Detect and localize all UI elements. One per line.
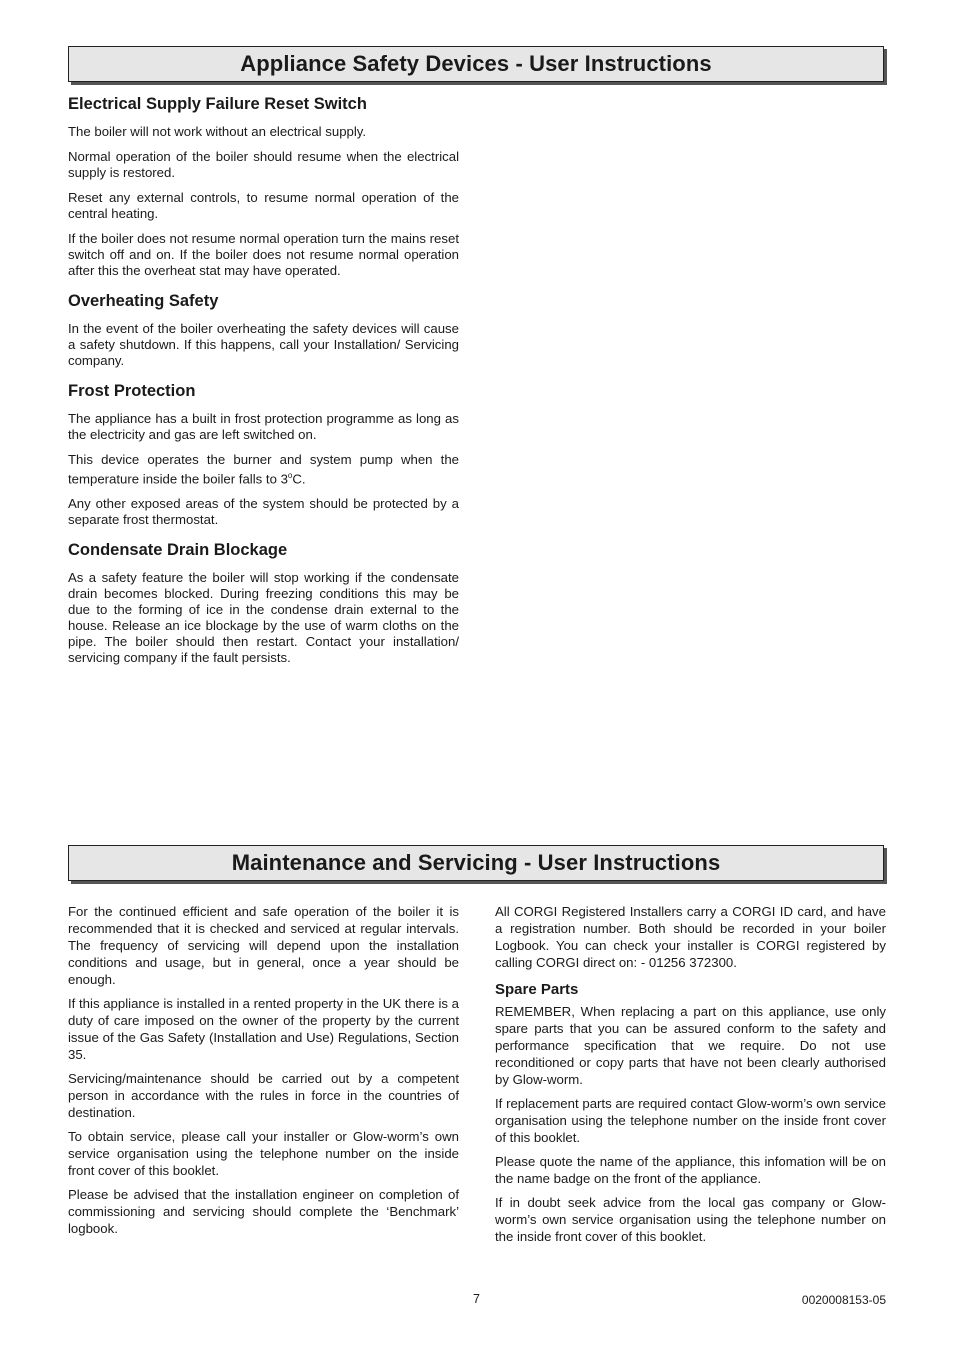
spare-parts-paragraph-1: REMEMBER, When replacing a part on this appliance, use only spare parts that you can be assured conform to the safety and performance specification that we require. Do not use reconditioned or copy parts that have not been clearly authorised by Glow-worm.: [495, 1004, 886, 1087]
spare-parts-paragraph-2: If replacement parts are required contact Glow-worm’s own service organisation using the telephone number on the inside front cover of this booklet.: [495, 1096, 886, 1145]
condensate-heading: Condensate Drain Blockage: [68, 541, 288, 560]
document-code: 0020008153-05: [801, 1293, 886, 1307]
spare-parts-heading: Spare Parts: [495, 981, 579, 998]
frost-paragraph-2-text: This device operates the burner and system pump when the temperature inside the boiler falls to 3: [68, 452, 459, 487]
overheating-heading: Overheating Safety: [68, 292, 219, 310]
frost-paragraph-1: The appliance has a built in frost protection programme as long as the electricity and gas are left switched on.: [68, 411, 459, 442]
frost-heading: Frost Protection: [68, 382, 196, 400]
electrical-heading: Electrical Supply Failure Reset Switch: [68, 95, 367, 113]
maintenance-left-column: [68, 903, 459, 1244]
maintenance-section-banner: [68, 845, 884, 881]
spare-parts-paragraph-4: If in doubt seek advice from the local gas company or Glow-worm’s own service organisation using the telephone number on the inside front cover of this booklet.: [495, 1195, 886, 1244]
maintenance-left-paragraph-3: Servicing/maintenance should be carried out by a competent person in accordance with the rules in force in the countries of destination.: [68, 1071, 459, 1120]
frost-paragraph-2: [68, 452, 459, 487]
degree-superscript: o: [287, 471, 293, 480]
maintenance-right-column: [495, 903, 886, 1252]
maintenance-left-paragraph-1: For the continued efficient and safe operation of the boiler it is recommended that it is checked and serviced at regular intervals. The frequency of servicing will depend upon the installation conditions and usage, but in general, once a year should be enough.: [68, 904, 459, 987]
frost-paragraph-2-unit: C.: [292, 471, 306, 487]
safety-column: [68, 94, 459, 675]
maintenance-left-paragraph-2: If this appliance is installed in a rented property in the UK there is a duty of care imposed on the owner of the property by the current issue of the Gas Safety (Installation and Use) Regulations, Section 35.: [68, 996, 459, 1062]
spare-parts-paragraph-3: Please quote the name of the appliance, this infomation will be on the name badge on the front of the appliance.: [495, 1154, 886, 1186]
frost-paragraph-3: Any other exposed areas of the system should be protected by a separate frost thermostat.: [68, 496, 459, 528]
maintenance-left-paragraph-5: Please be advised that the installation engineer on completion of commissioning and servicing should complete the ‘Benchmark’ logbook.: [68, 1187, 459, 1236]
overheating-paragraph-1: In the event of the boiler overheating the safety devices will cause a safety shutdown. If this happens, call your Installation/ Servicing company.: [68, 321, 459, 368]
safety-section-title: Appliance Safety Devices - User Instructions: [240, 51, 712, 76]
maintenance-left-paragraph-4: To obtain service, please call your installer or Glow-worm’s own service organisation using the telephone number on the inside front cover of this booklet.: [68, 1129, 459, 1178]
condensate-paragraph-1: As a safety feature the boiler will stop working if the condensate drain becomes blocked. During freezing conditions this may be due to the forming of ice in the condense drain external to the house. Release an ice blockage by the use of warm cloths on the pipe. The boiler should then restart. Contact your installation/ servicing company if the fault persists.: [68, 570, 459, 666]
electrical-paragraph-4: If the boiler does not resume normal operation turn the mains reset switch off and on. If the boiler does not resume normal operation after this the overheat stat may have operated.: [68, 231, 459, 278]
maintenance-section-title: Maintenance and Servicing - User Instructions: [231, 850, 721, 875]
corgi-paragraph: All CORGI Registered Installers carry a CORGI ID card, and have a registration number. Both should be recorded in your boiler Logbook. You can check your installer is CORGI registered by calling CORGI direct on: - 01256 372300.: [495, 904, 886, 970]
safety-section-banner: [68, 46, 884, 82]
electrical-paragraph-3: Reset any external controls, to resume normal operation of the central heating.: [68, 190, 459, 221]
page-number: 7: [473, 1292, 480, 1306]
electrical-paragraph-2: Normal operation of the boiler should resume when the electrical supply is restored.: [68, 149, 459, 180]
electrical-paragraph-1: The boiler will not work without an electrical supply.: [68, 124, 367, 139]
